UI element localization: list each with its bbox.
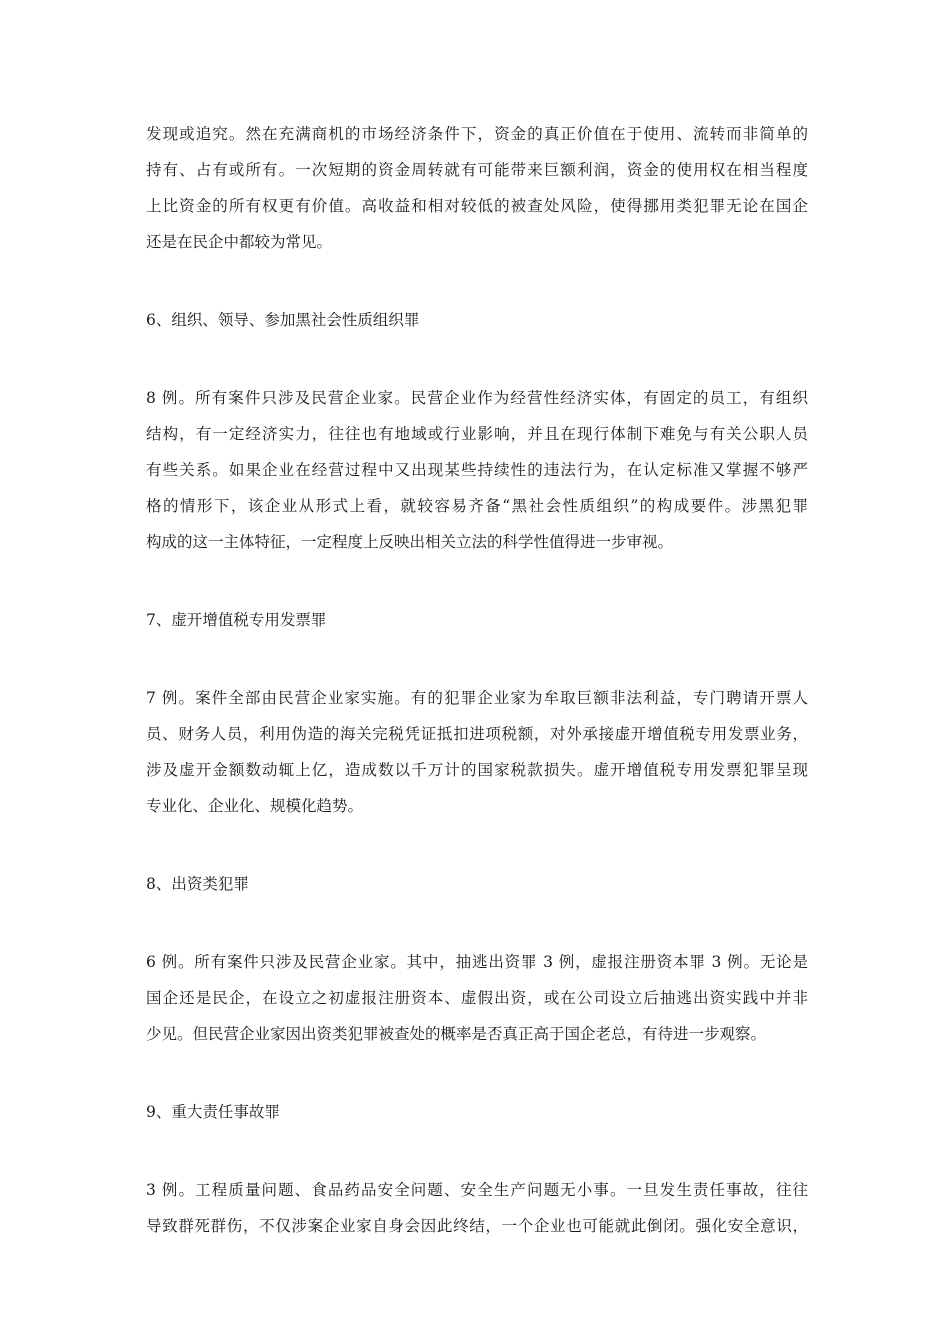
text-line: 格的情形下，该企业从形式上看，就较容易齐备“黑社会性质组织”的构成要件。涉黑犯罪: [146, 497, 808, 515]
text-line: 国企还是民企，在设立之初虚报注册资本、虚假出资，或在公司设立后抽逃出资实践中并非: [146, 989, 808, 1007]
text-line: 员、财务人员，利用伪造的海关完税凭证抵扣进项税额，对外承接虚开增值税专用发票业务，: [146, 725, 808, 743]
text-line: 少见。但民营企业家因出资类犯罪被查处的概率是否真正高于国企老总，有待进一步观察。: [146, 1025, 767, 1043]
text-line: 涉及虚开金额数动辄上亿，造成数以千万计的国家税款损失。虚开增值税专用发票犯罪呈现: [146, 761, 808, 779]
paragraph-embezzlement-tail: [146, 116, 808, 260]
text-line: 发现或追究。然在充满商机的市场经济条件下，资金的真正价值在于使用、流转而非简单的: [146, 125, 808, 143]
text-line: 结构，有一定经济实力，往往也有地域或行业影响，并且在现行体制下难免与有关公职人员: [146, 425, 808, 443]
section-heading-8: 8、出资类犯罪: [146, 875, 249, 893]
section-heading-6: 6、组织、领导、参加黑社会性质组织罪: [146, 311, 420, 329]
text-line: 上比资金的所有权更有价值。高收益和相对较低的被查处风险，使得挪用类犯罪无论在国企: [146, 197, 808, 215]
paragraph-capital-crimes: [146, 944, 808, 1052]
text-line: 8 例。所有案件只涉及民营企业家。民营企业作为经营性经济实体，有固定的员工，有组织: [146, 389, 808, 407]
section-heading-7: 7、虚开增值税专用发票罪: [146, 611, 327, 629]
text-line: 有些关系。如果企业在经营过程中又出现某些持续性的违法行为，在认定标准又掌握不够严: [146, 461, 808, 479]
paragraph-organized-crime: [146, 380, 808, 560]
text-line: 还是在民企中都较为常见。: [146, 233, 333, 251]
text-line: 构成的这一主体特征，一定程度上反映出相关立法的科学性值得进一步审视。: [146, 533, 674, 551]
document-page: [146, 116, 808, 1244]
text-line: 6 例。所有案件只涉及民营企业家。其中，抽逃出资罪 3 例，虚报注册资本罪 3 例。无论是: [146, 953, 808, 971]
section-heading-9: 9、重大责任事故罪: [146, 1103, 280, 1121]
text-line: 专业化、企业化、规模化趋势。: [146, 797, 364, 815]
paragraph-false-invoices: [146, 680, 808, 824]
text-line: 3 例。工程质量问题、食品药品安全问题、安全生产问题无小事。一旦发生责任事故，往往: [146, 1181, 808, 1199]
text-line: 持有、占有或所有。一次短期的资金周转就有可能带来巨额利润，资金的使用权在相当程度: [146, 161, 808, 179]
text-line: 导致群死群伤，不仅涉案企业家自身会因此终结，一个企业也可能就此倒闭。强化安全意识，: [146, 1217, 808, 1235]
paragraph-accident-liability: [146, 1172, 808, 1244]
text-line: 7 例。案件全部由民营企业家实施。有的犯罪企业家为牟取巨额非法利益，专门聘请开票人: [146, 689, 808, 707]
